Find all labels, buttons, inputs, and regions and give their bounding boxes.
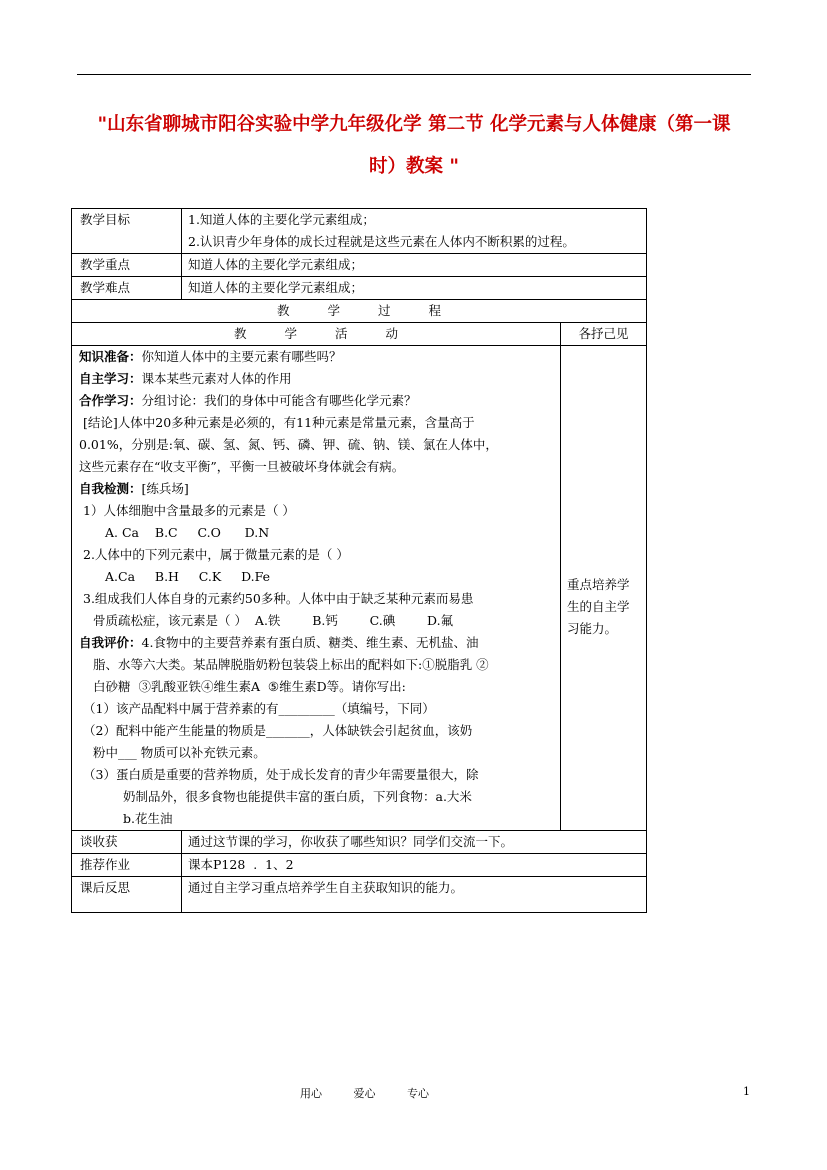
harvest-row [72, 831, 647, 854]
goals-row [72, 209, 647, 254]
side-header: 各抒己见 [561, 323, 647, 346]
footer-motto: 用心 爱心 专心 [300, 1087, 429, 1100]
conclusion-line: [结论]人体中20多种元素是必须的，有11种元素是常量元素，含量高于 [83, 415, 475, 430]
question-3-line: 3.组成我们人体自身的元素约50多种。人体中由于缺乏某种元素而易患 [83, 591, 474, 606]
eval-line: 白砂糖 ③乳酸亚铁④维生素A ⑤维生素D等。请你写出: [93, 679, 406, 694]
side-note-cell [561, 346, 647, 831]
question-3-line: 骨质疏松症，该元素是（ ） A.铁 B.钙 C.碘 D.氟 [93, 613, 454, 628]
harvest-label: 谈收获 [72, 831, 182, 854]
eval-label: 自我评价： [79, 635, 142, 650]
check-label: 自我检测： [79, 481, 142, 496]
self-study-label: 自主学习： [79, 371, 142, 386]
reflection-label: 课后反思 [72, 877, 182, 913]
document-title-line-2: 时）教案 " [368, 156, 460, 177]
question-1: 1）人体细胞中含量最多的元素是（ ） [83, 503, 295, 518]
prep-text: 你知道人体中的主要元素有哪些吗？ [141, 349, 342, 364]
sub-question-2-line: （2）配料中能产生能量的物质是_______，人体缺铁会引起贫血，该奶 [83, 723, 473, 738]
difficulties-label: 教学难点 [72, 277, 182, 300]
question-1-options: A. Ca B.C C.O D.N [105, 525, 270, 540]
document-title-line-1: "山东省聊城市阳谷实验中学九年级化学 第二节 化学元素与人体健康（第一课 [97, 114, 731, 135]
activity-row [72, 346, 647, 831]
goal-item: 1.知道人体的主要化学元素组成； [188, 212, 375, 227]
reflection-row [72, 877, 647, 913]
goals-label: 教学目标 [72, 209, 182, 254]
process-header-row [72, 300, 647, 323]
difficulties-row [72, 277, 647, 300]
reflection-text: 通过自主学习重点培养学生自主获取知识的能力。 [182, 877, 647, 913]
question-2: 2.人体中的下列元素中，属于微量元素的是（ ） [83, 547, 349, 562]
eval-line: 脂、水等六大类。某品牌脱脂奶粉包装袋上标出的配料如下:①脱脂乳 ② [93, 657, 489, 672]
side-note: 重点培养学生的自主学习能力。 [567, 577, 630, 636]
eval-text: 4.食物中的主要营养素有蛋白质、糖类、维生素、无机盐、油 [141, 635, 479, 650]
coop-text: 分组讨论：我们的身体中可能含有哪些化学元素？ [141, 393, 417, 408]
activity-header-row [72, 323, 647, 346]
goals-cell [182, 209, 647, 254]
question-2-options: A.Ca B.H C.K D.Fe [105, 569, 271, 584]
page-number: 1 [743, 1085, 750, 1098]
sub-question-1: （1）该产品配料中属于营养素的有_________（填编号，下同） [83, 701, 435, 716]
sub-question-3-line: 奶制品外，很多食物也能提供丰富的蛋白质，下列食物：a.大米 [123, 789, 472, 804]
sub-question-3-line: b.花生油 [123, 811, 173, 826]
sub-question-2-line: 粉中___ 物质可以补充铁元素。 [93, 745, 266, 760]
sub-question-3-line: （3）蛋白质是重要的营养物质，处于成长发育的青少年需要量很大，除 [83, 767, 479, 782]
conclusion-line: 这些元素存在“收支平衡”，平衡一旦被破坏身体就会有病。 [79, 459, 405, 474]
prep-label: 知识准备： [79, 349, 142, 364]
self-study-text: 课本某些元素对人体的作用 [141, 371, 292, 386]
process-header: 教 学 过 程 [72, 300, 647, 323]
lesson-plan-table [71, 208, 647, 913]
key-points-text: 知道人体的主要化学元素组成； [182, 254, 647, 277]
coop-label: 合作学习： [79, 393, 142, 408]
check-text: [练兵场] [141, 481, 189, 496]
conclusion-line: 0.01%，分别是:氧、碳、氢、氮、钙、磷、钾、硫、钠、镁、氯在人体中， [79, 437, 498, 452]
header-rule [77, 74, 751, 75]
activity-content [72, 346, 561, 831]
goal-item: 2.认识青少年身体的成长过程就是这些元素在人体内不断积累的过程。 [188, 234, 575, 249]
harvest-text: 通过这节课的学习，你收获了哪些知识？同学们交流一下。 [182, 831, 647, 854]
homework-row [72, 854, 647, 877]
homework-label: 推荐作业 [72, 854, 182, 877]
activity-header: 教 学 活 动 [72, 323, 561, 346]
key-points-row [72, 254, 647, 277]
difficulties-text: 知道人体的主要化学元素组成； [182, 277, 647, 300]
homework-text: 课本P128 . 1、2 [182, 854, 647, 877]
key-points-label: 教学重点 [72, 254, 182, 277]
